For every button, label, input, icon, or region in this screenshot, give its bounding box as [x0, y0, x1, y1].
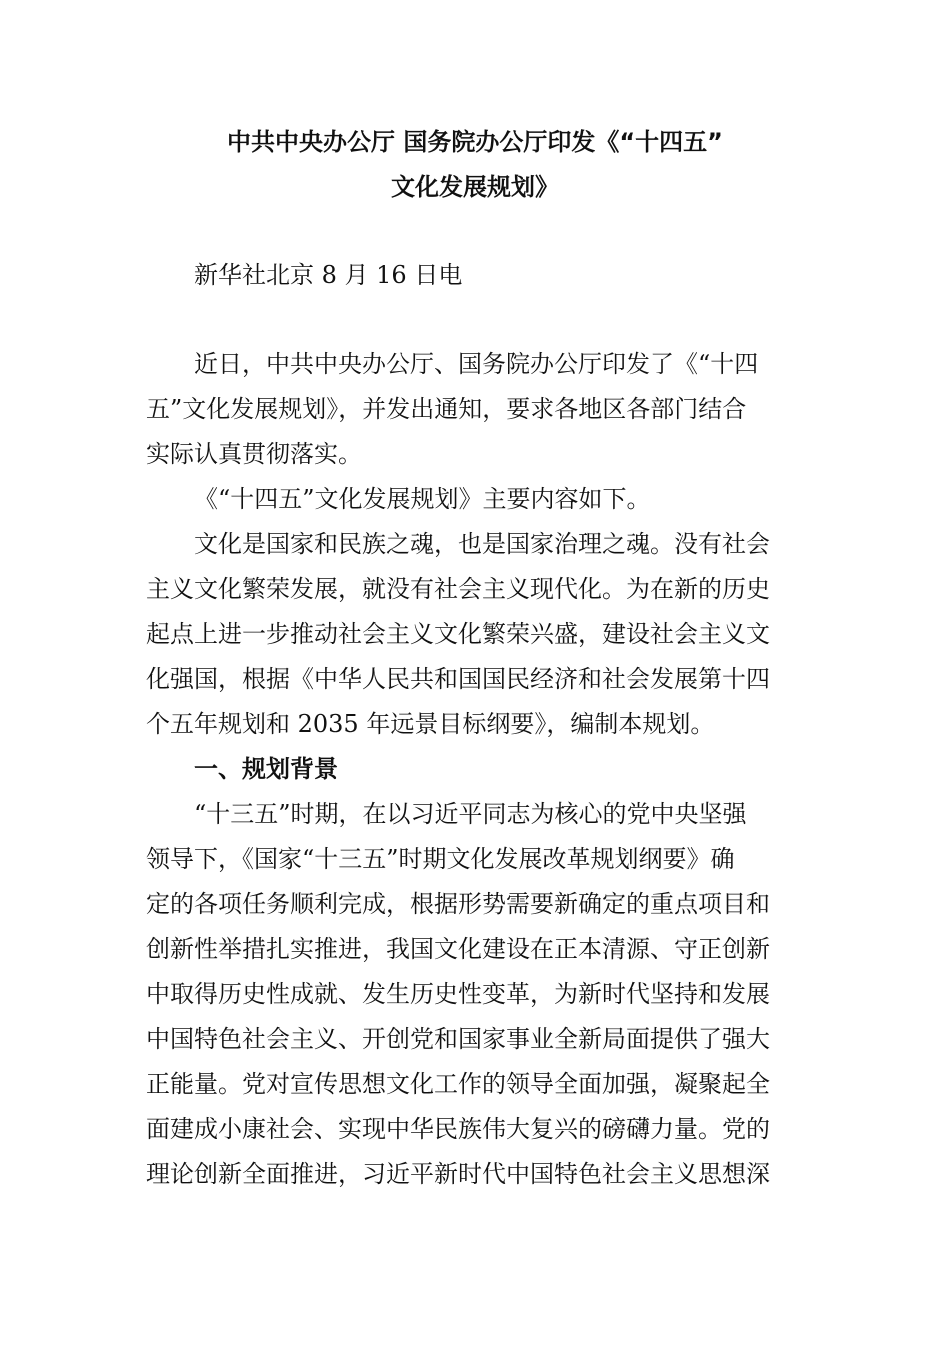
paragraph-line: 文化是国家和民族之魂，也是国家治理之魂。没有社会 [194, 530, 770, 558]
paragraph-line: 领导下，《国家“十三五”时期文化发展改革规划纲要》确 [146, 845, 735, 873]
paragraph-line: 中国特色社会主义、开创党和国家事业全新局面提供了强大 [146, 1025, 770, 1053]
paragraph-line: 五”文化发展规划》，并发出通知，要求各地区各部门结合 [146, 395, 747, 423]
paragraph-line: 理论创新全面推进，习近平新时代中国特色社会主义思想深 [146, 1160, 770, 1188]
paragraph-line: 《“十四五”文化发展规划》主要内容如下。 [194, 485, 651, 513]
paragraph-line: 定的各项任务顺利完成，根据形势需要新确定的重点项目和 [146, 890, 770, 918]
paragraph-line: 起点上进一步推动社会主义文化繁荣兴盛，建设社会主义文 [146, 620, 770, 648]
paragraph-line: “十三五”时期，在以习近平同志为核心的党中央坚强 [194, 800, 747, 828]
paragraph-line: 面建成小康社会、实现中华民族伟大复兴的磅礴力量。党的 [146, 1115, 770, 1143]
paragraph-line: 个五年规划和 2035 年远景目标纲要》，编制本规划。 [146, 710, 715, 738]
paragraph-line: 主义文化繁荣发展，就没有社会主义现代化。为在新的历史 [146, 575, 770, 603]
section-heading: 一、规划背景 [194, 755, 338, 783]
paragraph-line: 正能量。党对宣传思想文化工作的领导全面加强，凝聚起全 [146, 1070, 770, 1098]
dateline: 新华社北京 8 月 16 日电 [194, 261, 463, 289]
paragraph-line: 近日，中共中央办公厅、国务院办公厅印发了《“十四 [194, 350, 759, 378]
document-title-line-1: 中共中央办公厅 国务院办公厅印发《“十四五” [227, 128, 723, 156]
paragraph-line: 化强国，根据《中华人民共和国国民经济和社会发展第十四 [146, 665, 770, 693]
paragraph-line: 中取得历史性成就、发生历史性变革，为新时代坚持和发展 [146, 980, 770, 1008]
document-title-line-2: 文化发展规划》 [391, 173, 559, 201]
paragraph-line: 创新性举措扎实推进，我国文化建设在正本清源、守正创新 [146, 935, 770, 963]
paragraph-line: 实际认真贯彻落实。 [146, 440, 362, 468]
